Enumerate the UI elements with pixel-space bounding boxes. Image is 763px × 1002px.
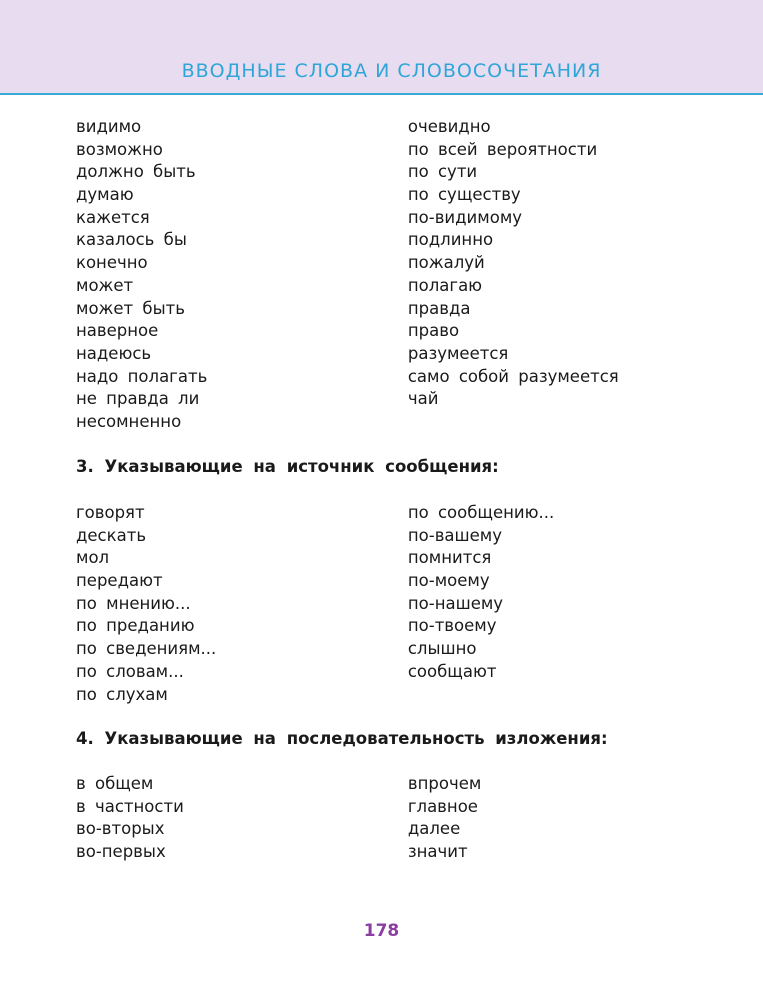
list-item: право bbox=[407, 321, 460, 341]
list-item: казалось бы bbox=[76, 230, 187, 250]
list-item: по существу bbox=[407, 185, 521, 205]
chapter-title: ВВОДНЫЕ СЛОВА И СЛОВОСОЧЕТАНИЯ bbox=[181, 60, 602, 82]
list-item: передают bbox=[76, 571, 163, 591]
list-item: по словам... bbox=[76, 661, 184, 681]
list-item: по-моему bbox=[407, 571, 490, 591]
word-list-right-column bbox=[408, 116, 696, 434]
word-list-left-column bbox=[76, 116, 408, 434]
list-item: во-первых bbox=[76, 842, 166, 862]
list-item: говорят bbox=[76, 503, 145, 522]
list-item: пожалуй bbox=[407, 253, 485, 273]
list-item: конечно bbox=[76, 253, 148, 273]
list-item: по-твоему bbox=[407, 616, 497, 636]
word-list-left-column bbox=[76, 773, 408, 864]
list-item: сообщают bbox=[407, 661, 497, 681]
list-item: несомненно bbox=[76, 411, 182, 431]
list-item: видимо bbox=[76, 117, 142, 136]
list-item: по-вашему bbox=[407, 525, 502, 545]
page-header bbox=[0, 0, 763, 95]
list-item: наверное bbox=[76, 321, 159, 341]
word-list-right-column bbox=[408, 502, 696, 706]
list-item: по-видимому bbox=[407, 207, 523, 227]
section-4-heading: 4. Указывающие на последовательность изложения: bbox=[76, 729, 608, 748]
list-item: само собой разумеется bbox=[407, 366, 619, 386]
list-item: не правда ли bbox=[76, 389, 200, 409]
word-list-right-column bbox=[408, 773, 696, 864]
list-item: очевидно bbox=[407, 117, 491, 136]
list-item: возможно bbox=[76, 139, 163, 159]
page-number: 178 bbox=[363, 921, 400, 941]
word-list-top bbox=[76, 116, 696, 434]
list-item: впрочем bbox=[407, 774, 482, 793]
section-3-heading: 3. Указывающие на источник сообщения: bbox=[76, 457, 499, 476]
list-item: надеюсь bbox=[76, 343, 152, 363]
list-item: слышно bbox=[407, 639, 477, 659]
list-item: разумеется bbox=[407, 343, 509, 363]
list-item: по слухам bbox=[76, 684, 168, 704]
list-item: чай bbox=[407, 389, 439, 409]
list-item: главное bbox=[407, 796, 478, 816]
list-item: во-вторых bbox=[76, 819, 165, 839]
list-item: думаю bbox=[76, 185, 134, 205]
list-item: по сообщению... bbox=[407, 503, 555, 522]
word-list-section-3 bbox=[76, 502, 696, 706]
list-item: по сути bbox=[407, 162, 478, 182]
list-item: помнится bbox=[407, 548, 492, 568]
list-item: в общем bbox=[76, 774, 154, 793]
list-item: кажется bbox=[76, 207, 150, 227]
list-item: правда bbox=[407, 298, 471, 318]
list-item: надо полагать bbox=[76, 366, 208, 386]
list-item: по преданию bbox=[76, 616, 195, 636]
list-item: по всей вероятности bbox=[407, 139, 598, 159]
list-item: по сведениям... bbox=[76, 639, 217, 659]
list-item: может быть bbox=[76, 298, 185, 318]
list-item: может bbox=[76, 275, 134, 295]
list-item: далее bbox=[407, 819, 461, 839]
list-item: по мнению... bbox=[76, 593, 191, 613]
list-item: мол bbox=[76, 548, 110, 568]
word-list-left-column bbox=[76, 502, 408, 706]
list-item: в частности bbox=[76, 796, 184, 816]
list-item: должно быть bbox=[76, 162, 196, 182]
list-item: дескать bbox=[76, 525, 147, 545]
list-item: значит bbox=[407, 842, 468, 862]
list-item: подлинно bbox=[407, 230, 494, 250]
list-item: полагаю bbox=[407, 275, 483, 295]
list-item: по-нашему bbox=[407, 593, 504, 613]
word-list-section-4 bbox=[76, 773, 696, 864]
